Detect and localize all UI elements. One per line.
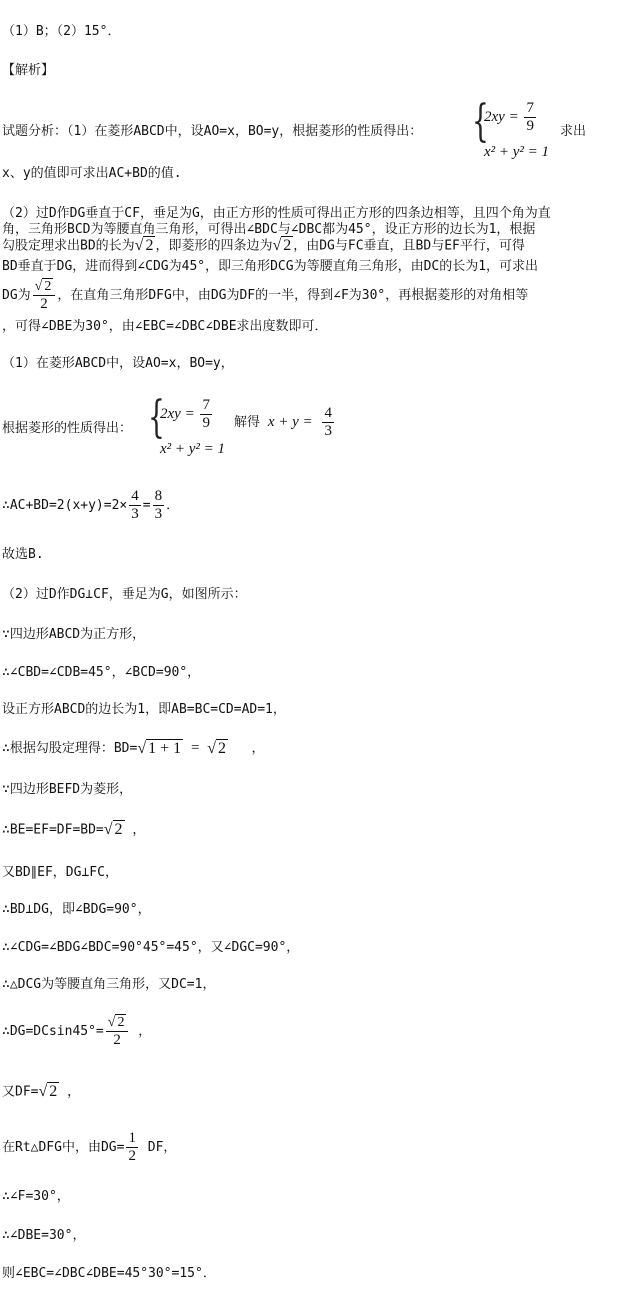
sys-eq1-lhs: 2xy = xyxy=(484,108,519,125)
solution-s21: 则∠EBC=∠DBC∠DBE=45°30°=15°． xyxy=(2,1266,216,1281)
solution-s17: 又DF=√ 2 ， xyxy=(2,1083,81,1100)
solution-s9: ∴根据勾股定理得：BD=√ 1 + 1 = √ 2 ， xyxy=(2,739,265,757)
sqrt-2: √ 2 xyxy=(272,237,292,254)
fraction-1-2: $\frac{1}{2}$ xyxy=(128,1130,136,1164)
solution-s12: 又BD∥EF，DG⊥FC， xyxy=(2,865,118,880)
solution-s3: ∴AC+BD=2(x+y)=2× $\frac{4}{3}$ = $\frac{8}{3}$ ． xyxy=(2,488,180,522)
solution-s8: 设正方形ABCD的边长为1，即AB=BC=CD=AD=1， xyxy=(2,702,286,717)
solution-s2a: 根据菱形的性质得出： xyxy=(2,421,133,436)
answer-line: （1）B；（2）15°． xyxy=(2,24,121,39)
solution-s2b: 解得 x + y = $\frac{4}{3}$ xyxy=(234,405,332,439)
brace-icon: { xyxy=(472,96,489,147)
solution-s20: ∴∠DBE=30°， xyxy=(2,1228,86,1243)
analysis-p2-l3: 勾股定理求出BD的长为√ 2 ，即菱形的四条边为√ 2 ，由DG与FC垂直，且BD与EF平行，可得 xyxy=(2,237,525,254)
analysis-p2-l4: BD垂直于DG，进而得到∠CDG为45°，即三角形DCG为等腰直角三角形，由DC的长为1，可求出 xyxy=(2,259,539,274)
sqrt-1-plus-1: √ 1 + 1 xyxy=(137,739,182,757)
solution-s1: （1）在菱形ABCD中，设AO=x，BO=y， xyxy=(2,356,234,371)
solution-s15: ∴△DCG为等腰直角三角形，又DC=1， xyxy=(2,977,216,992)
solution-s16: ∴DG=DCsin45°= $\frac{√ 2}{2}$ ， xyxy=(2,1015,152,1049)
sqrt-2: √ 2 xyxy=(103,821,123,838)
solution-s4: 故选B. xyxy=(2,547,44,562)
solution-s6: ∵四边形ABCD为正方形， xyxy=(2,627,146,642)
analysis-p2-l1: （2）过D作DG垂直于CF，垂足为G，由正方形的性质可得出正方形的四条边相等，且四个角为直 xyxy=(2,206,551,221)
solution-s14: ∴∠CDG=∠BDG∠BDC=90°45°=45°，又∠DGC=90°， xyxy=(2,940,300,955)
solution-s10: ∵四边形BEFD为菱形， xyxy=(2,782,133,797)
fraction-4-3: $\frac{4}{3}$ xyxy=(324,405,332,439)
solution-s5: （2）过D作DG⊥CF，垂足为G，如图所示： xyxy=(2,587,247,602)
sqrt-2: √ 2 xyxy=(38,1083,58,1100)
analysis-p2-l5: DG为 $\frac{√ 2}{2}$ ，在直角三角形DFG中，由DG为DF的一半，得到∠F为30°，再根据菱形的对角相等 xyxy=(2,279,529,313)
section-title: 【解析】 xyxy=(2,63,55,78)
sqrt-2: √ 2 xyxy=(207,739,227,757)
analysis-p2-l6: ，可得∠DBE为30°，由∠EBC=∠DBC∠DBE求出度数即可． xyxy=(2,319,328,334)
solution-s18: 在Rt△DFG中，由DG= $\frac{1}{2}$ DF， xyxy=(2,1130,177,1164)
fraction-sqrt2-2: $\frac{√ 2}{2}$ xyxy=(33,278,56,313)
analysis-p2-l2: 角，三角形BCD为等腰直角三角形，可得出∠BDC与∠DBC都为45°，设正方形的边长为1，根据 xyxy=(2,222,536,237)
solution-s11: ∴BE=EF=DF=BD=√ 2 ， xyxy=(2,821,146,838)
sqrt-2: √ 2 xyxy=(134,237,154,254)
solution-s19: ∴∠F=30°， xyxy=(2,1189,70,1204)
solution-s13: ∴BD⊥DG，即∠BDG=90°， xyxy=(2,902,151,917)
fraction-7-9: $\frac{7}{9}$ xyxy=(526,100,534,134)
analysis-p1-a: 试题分析：（1）在菱形ABCD中，设AO=x，BO=y，根据菱形的性质得出： xyxy=(2,124,423,139)
brace-icon: { xyxy=(148,392,165,443)
fraction-8-3: $\frac{8}{3}$ xyxy=(154,488,163,522)
analysis-p1-c: x、y的值即可求出AC+BD的值. xyxy=(2,166,182,181)
solution-s7: ∴∠CBD=∠CDB=45°，∠BCD=90°， xyxy=(2,665,201,680)
fraction-4-3: $\frac{4}{3}$ xyxy=(131,488,139,522)
fraction-sqrt2-2: $\frac{√ 2}{2}$ xyxy=(106,1014,129,1049)
sys-eq2: x² + y² = 1 xyxy=(484,144,550,160)
analysis-p1-b: 求出 xyxy=(560,124,587,139)
